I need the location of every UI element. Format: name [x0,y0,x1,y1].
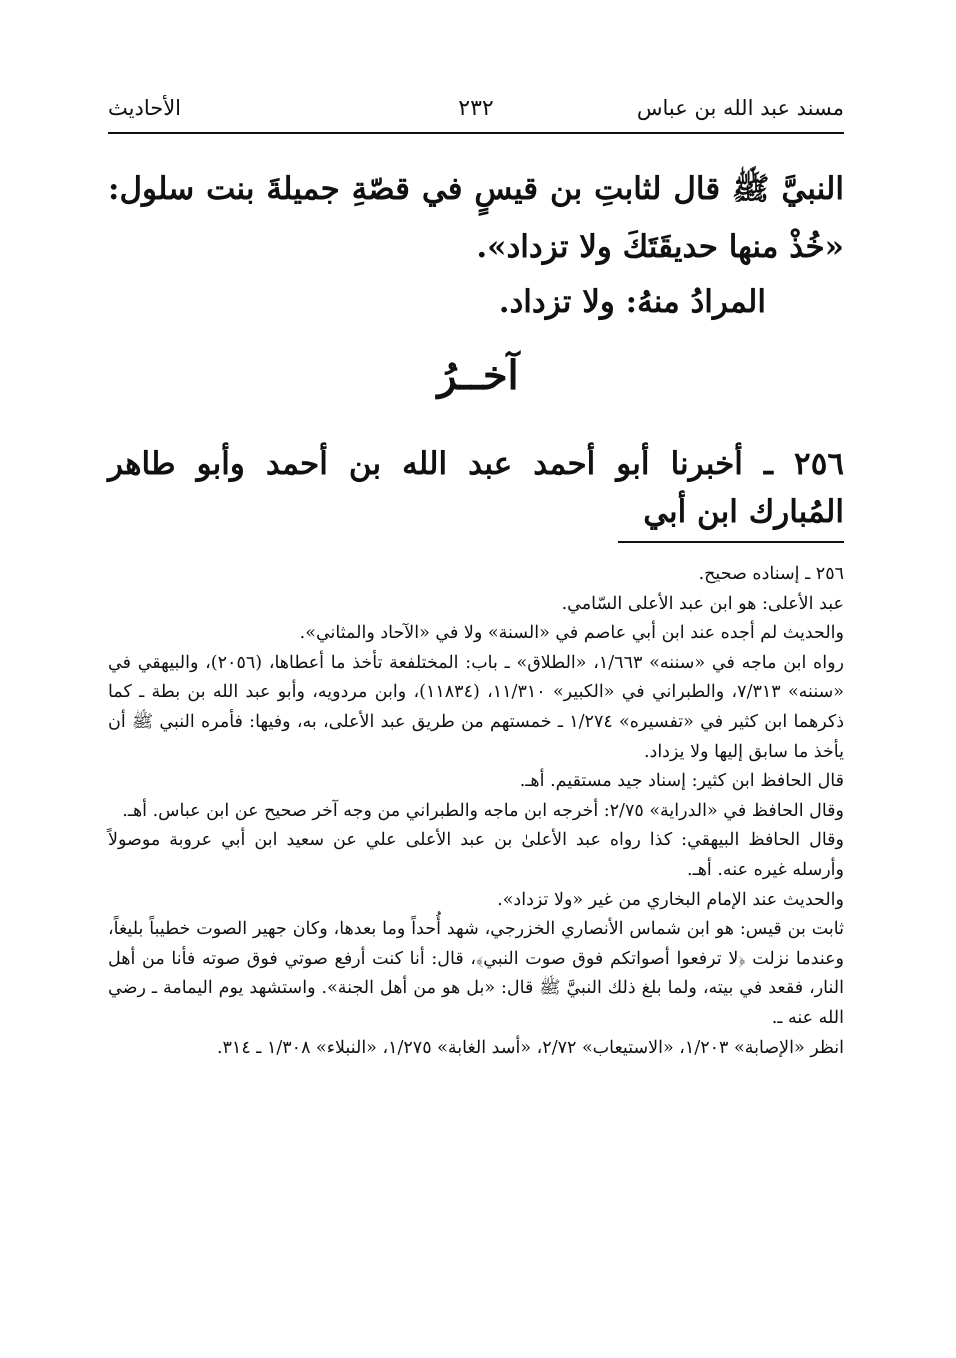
footnote-line: وقال الحافظ البيهقي: كذا رواه عبد الأعلىٰ بن عبد الأعلى علي عن سعيد ابن أبي عروبة موصولاً وأرسله غيره عنه. أهـ. [108,830,844,880]
footnote-line: انظر «الإصابة» ١/٢٠٣، «الاستيعاب» ٢/٧٢، «أسد الغابة» ١/٢٧٥، «النبلاء» ١/٣٠٨ ـ ٣١٤. [216,1037,844,1058]
main-text-2: المرادُ منهُ: ولا تزداد. [498,284,766,320]
main-text-1: النبيَّ ﷺ قال لثابتِ بن قيسٍ في قصّةِ جميلةَ بنت سلول: «خُذْ منها حديقَتَكَ ولا تزداد». [108,171,844,265]
section-title: الأحاديث [108,96,182,120]
main-text-3: ٢٥٦ ـ أخبرنا أبو أحمد عبد الله بن أحمد وأبو طاهر المُبارك ابن أبي [108,446,844,530]
footnote-line: والحديث لم أجده عند ابن أبي عاصم في «السنة» ولا في «الآحاد والمثاني». [299,623,844,644]
heading-text: آخــرُ [437,352,519,399]
footnote-line: ٢٥٦ ـ إسناده صحيح. [698,564,844,584]
main-paragraph-1 [108,160,844,276]
footnote-separator [618,541,844,543]
footnote-line: رواه ابن ماجه في «سننه» ١/٦٦٣، «الطلاق» ـ باب: المختلفعة تأخذ ما أعطاها، (٢٠٥٦)، والبيهقي في «سننه» ٧/٣١٣، والطبراني في «الكبير» ١١/٣١٠، (١١٨٣٤)، وابن مردويه، وأبو عبد الله بن بطة ـ كما ذكرهما ابن كثير في «تفسيره» ١/٢٧٤ ـ خمستهم من طريق عبد الأعلى، به، وفيها: فأمره النبي ﷺ أن يأخذ ما سابق إليها ولا يزداد. [108,652,844,762]
main-paragraph-3 [108,440,844,536]
running-header [108,92,844,134]
footnote-line: والحديث عند الإمام البخاري من غير «ولا تزداد». [497,889,844,910]
section-heading [0,352,956,399]
main-paragraph-2 [108,282,766,322]
page-number: ٢٣٢ [458,96,494,121]
footnotes [108,560,844,1063]
footnote-line: قال الحافظ ابن كثير: إسناد جيد مستقيم. أهـ. [519,771,844,792]
footnote-line: عبد الأعلى: هو ابن عبد الأعلى السّامي. [561,593,844,614]
book-title: مسند عبد الله بن عباس [636,96,844,120]
footnote-line: وقال الحافظ في «الدراية» ٢/٧٥: أخرجه ابن ماجه والطبراني من وجه آخر صحيح عن ابن عباس. أهـ. [122,800,844,821]
footnote-line: ثابت بن قيس: هو ابن شماس الأنصاري الخزرجي، شهد أُحداً وما بعدها، وكان جهير الصوت خطيباً بليغاً، وعندما نزلت ﴿لا ترفعوا أصواتكم فوق صوت النبي﴾، قال: أنا كنت أرفع صوتي فوق صوته فأنا من أهل النار، فقعد في بيته، ولما بلغ ذلك النبيَّ ﷺ قال: «بل هو من أهل الجنة». واستشهد يوم اليمامة ـ رضي الله عنه ـ. [108,919,844,1028]
